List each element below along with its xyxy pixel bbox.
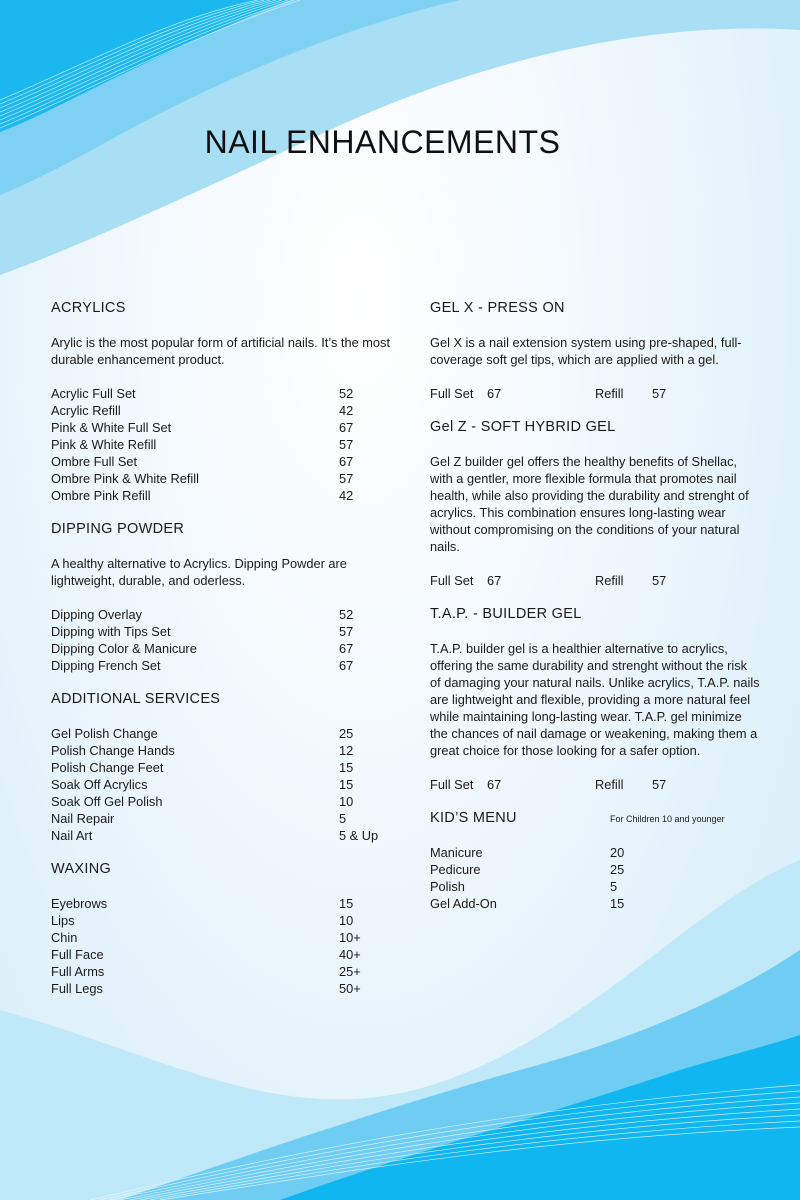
additional-services-title: ADDITIONAL SERVICES (51, 691, 221, 707)
list-item (51, 895, 391, 912)
item-name: Full Arms (51, 964, 105, 979)
gel-z-section (430, 419, 760, 589)
item-name: Gel Add-On (430, 896, 497, 911)
list-item (51, 980, 391, 997)
dipping-description: A healthy alternative to Acrylics. Dipping Powder are lightweight, durable, and oderless. (51, 556, 347, 588)
item-name: Nail Repair (51, 811, 115, 826)
tap-title: T.A.P. - BUILDER GEL (430, 606, 582, 622)
refill-label: Refill (595, 386, 624, 401)
item-price: 15 (339, 777, 354, 792)
dipping-section (51, 521, 391, 674)
full-set-price: 67 (487, 386, 502, 401)
item-name: Acrylic Full Set (51, 386, 136, 401)
list-item (51, 963, 391, 980)
item-name: Manicure (430, 845, 483, 860)
acrylics-list (51, 385, 391, 504)
waxing-section (51, 861, 391, 997)
item-name: Dipping Color & Manicure (51, 641, 197, 656)
item-price: 5 (339, 811, 347, 826)
gel-z-title: Gel Z - SOFT HYBRID GEL (430, 419, 616, 435)
acrylics-section (51, 300, 391, 504)
list-item (430, 844, 760, 861)
item-name: Chin (51, 930, 78, 945)
refill-price: 57 (652, 573, 667, 588)
list-item (51, 470, 391, 487)
item-name: Soak Off Gel Polish (51, 794, 163, 809)
item-name: Acrylic Refill (51, 403, 121, 418)
list-item (51, 759, 391, 776)
gel-x-section (430, 300, 760, 402)
item-price: 50+ (339, 981, 361, 996)
list-item (430, 878, 760, 895)
kids-menu-title: KID’S MENU (430, 810, 517, 826)
gel-z-prices (430, 572, 760, 589)
item-price: 57 (339, 471, 354, 486)
item-name: Ombre Full Set (51, 454, 138, 469)
item-price: 25 (610, 862, 625, 877)
item-price: 57 (339, 624, 354, 639)
item-price: 52 (339, 607, 354, 622)
item-name: Pedicure (430, 862, 481, 877)
item-name: Ombre Pink Refill (51, 488, 151, 503)
list-item (51, 487, 391, 504)
refill-price: 57 (652, 777, 667, 792)
item-price: 15 (339, 896, 354, 911)
list-item (51, 929, 391, 946)
item-price: 57 (339, 437, 354, 452)
item-name: Dipping with Tips Set (51, 624, 171, 639)
additional-services-section (51, 691, 391, 844)
item-name: Pink & White Refill (51, 437, 157, 452)
kids-menu-header (430, 810, 760, 827)
list-item (51, 810, 391, 827)
full-set-label: Full Set (430, 777, 474, 792)
full-set-price: 67 (487, 573, 502, 588)
tap-description: T.A.P. builder gel is a healthier alternative to acrylics, offering the same durability and strenght without the risk of damaging your natural nails. Unlike acrylics, T.A.P. nails are lightweight and flexible, providing a more natural feel while maintaining long-lasting wear. T.A.P. gel minimize the chances of nail damage or weakening, making them a great choice for those looking for a safer option. (430, 641, 760, 758)
list-item (430, 895, 760, 912)
kids-menu-list (430, 844, 760, 912)
item-price: 10 (339, 794, 354, 809)
full-set-price: 67 (487, 777, 502, 792)
waxing-title: WAXING (51, 861, 112, 877)
kids-menu-note: For Children 10 and younger (610, 814, 725, 824)
item-price: 10 (339, 913, 354, 928)
item-price: 52 (339, 386, 354, 401)
gel-z-description: Gel Z builder gel offers the healthy benefits of Shellac, with a gentler, more flexible formula that promotes nail health, while also providing the durability and strenght of acrylics. This combination ensures long-lasting wear without compromising on the conditions of your natural nails. (430, 454, 749, 554)
item-price: 5 & Up (339, 828, 379, 843)
kids-menu-section (430, 810, 760, 912)
list-item (51, 776, 391, 793)
list-item (51, 606, 391, 623)
item-price: 10+ (339, 930, 361, 945)
item-price: 40+ (339, 947, 361, 962)
list-item (51, 946, 391, 963)
full-set-label: Full Set (430, 386, 474, 401)
list-item (51, 453, 391, 470)
item-name: Gel Polish Change (51, 726, 158, 741)
left-column (51, 300, 391, 1014)
gel-x-description: Gel X is a nail extension system using pre-shaped, full-coverage soft gel tips, which are applied with a gel. (430, 335, 742, 367)
item-name: Ombre Pink & White Refill (51, 471, 199, 486)
item-price: 42 (339, 403, 354, 418)
item-price: 67 (339, 420, 354, 435)
item-name: Dipping French Set (51, 658, 161, 673)
list-item (51, 912, 391, 929)
acrylics-description: Arylic is the most popular form of artificial nails. It’s the most durable enhancement product. (51, 335, 390, 367)
item-name: Dipping Overlay (51, 607, 143, 622)
tap-prices (430, 776, 760, 793)
item-name: Soak Off Acrylics (51, 777, 148, 792)
list-item (51, 419, 391, 436)
item-price: 15 (610, 896, 625, 911)
item-name: Pink & White Full Set (51, 420, 172, 435)
item-price: 42 (339, 488, 354, 503)
item-name: Full Legs (51, 981, 103, 996)
list-item (51, 793, 391, 810)
dipping-title: DIPPING POWDER (51, 521, 185, 537)
additional-services-list (51, 725, 391, 844)
list-item (51, 742, 391, 759)
refill-label: Refill (595, 573, 624, 588)
item-price: 5 (610, 879, 618, 894)
item-price: 67 (339, 641, 354, 656)
item-name: Polish Change Hands (51, 743, 175, 758)
tap-section (430, 606, 760, 793)
item-name: Polish Change Feet (51, 760, 164, 775)
dipping-list (51, 606, 391, 674)
item-name: Polish (430, 879, 465, 894)
item-price: 67 (339, 658, 354, 673)
acrylics-title: ACRYLICS (51, 300, 126, 316)
list-item (51, 385, 391, 402)
item-price: 67 (339, 454, 354, 469)
item-name: Nail Art (51, 828, 93, 843)
full-set-label: Full Set (430, 573, 474, 588)
item-name: Eyebrows (51, 896, 108, 911)
list-item (51, 402, 391, 419)
list-item (51, 657, 391, 674)
item-price: 20 (610, 845, 625, 860)
right-column (430, 300, 760, 929)
item-price: 15 (339, 760, 354, 775)
refill-price: 57 (652, 386, 667, 401)
item-price: 25 (339, 726, 354, 741)
gel-x-title: GEL X - PRESS ON (430, 300, 565, 316)
list-item (51, 827, 391, 844)
list-item (51, 623, 391, 640)
list-item (51, 640, 391, 657)
page-title: NAIL ENHANCEMENTS (204, 124, 561, 160)
list-item (51, 436, 391, 453)
item-name: Lips (51, 913, 75, 928)
list-item (430, 861, 760, 878)
refill-label: Refill (595, 777, 624, 792)
gel-x-prices (430, 385, 760, 402)
waxing-list (51, 895, 391, 997)
list-item (51, 725, 391, 742)
item-price: 25+ (339, 964, 361, 979)
item-name: Full Face (51, 947, 104, 962)
item-price: 12 (339, 743, 354, 758)
